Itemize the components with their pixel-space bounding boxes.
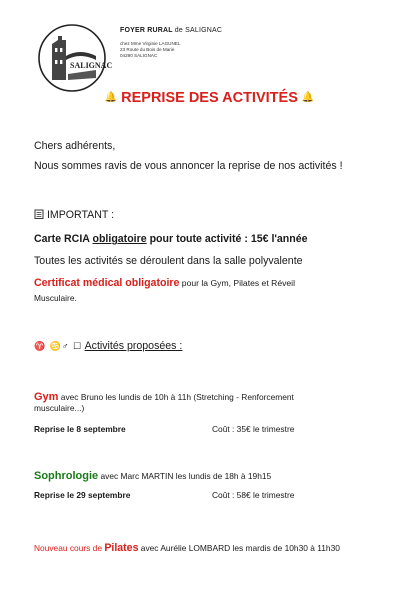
address-line: 04290 SALIGNAC <box>120 53 158 59</box>
activity-symbols-icon: ♈ ♋♂ ☐ <box>34 341 83 351</box>
certificate-text: pour la Gym, Pilates et Réveil <box>179 278 295 288</box>
sophro-desc: avec Marc MARTIN les lundis de 18h à 19h15 <box>98 471 272 481</box>
sophro-cost: Coût : 58€ le trimestre <box>212 490 295 500</box>
org-name <box>120 27 222 34</box>
org-address <box>120 41 180 60</box>
gym-desc-line2: musculaire...) <box>34 403 85 413</box>
gym-name: Gym <box>34 391 59 403</box>
logo <box>36 22 113 94</box>
sophro-name: Sophrologie <box>34 470 99 482</box>
address-line: 23 Route du Bois de Marie <box>120 47 175 53</box>
org-name-suffix: de SALIGNAC <box>174 27 223 34</box>
notepad-icon <box>34 209 47 221</box>
pilates-prefix: Nouveau cours de <box>34 543 105 553</box>
greeting: Chers adhérents, <box>34 140 116 152</box>
intro-text: Nous sommes ravis de vous annoncer la reprise de nos activités ! <box>34 160 343 172</box>
sophro-resume: Reprise le 29 septembre <box>34 490 131 500</box>
activities-heading <box>34 340 182 352</box>
important-label: IMPORTANT : <box>46 209 115 221</box>
card-obligatoire: obligatoire <box>92 233 147 245</box>
address-line: chez Mme Virginie LAGUNEL <box>120 41 181 46</box>
bell-icon: 🔔 <box>301 92 315 103</box>
gym-resume: Reprise le 8 septembre <box>34 424 126 434</box>
org-name-main: FOYER RURAL <box>120 27 173 34</box>
pilates-line <box>34 538 340 556</box>
certificate-label: Certificat médical obligatoire <box>34 277 180 289</box>
activities-heading-text: Activités proposées : <box>84 340 183 352</box>
certificate-line2: Musculaire. <box>34 293 77 303</box>
gym-desc: avec Bruno les lundis de 10h à 11h (Stretching - Renforcement <box>58 392 294 402</box>
card-suffix: pour toute activité : 15€ l'année <box>146 233 308 245</box>
pilates-desc: avec Aurélie LOMBARD les mardis de 10h30 à 11h30 <box>138 543 340 553</box>
sophro-line <box>34 466 271 484</box>
pilates-name: Pilates <box>104 542 139 554</box>
important-heading <box>34 209 114 221</box>
card-prefix: Carte RCIA <box>34 233 93 245</box>
rcia-card-line <box>34 233 308 245</box>
logo-lettering: SALIGNAC <box>70 61 113 70</box>
certificate-line <box>34 277 295 289</box>
gym-cost: Coût : 35€ le trimestre <box>212 424 295 434</box>
page-title <box>0 90 419 106</box>
title-text: REPRISE DES ACTIVITÉS <box>121 90 298 106</box>
location-line: Toutes les activités se déroulent dans la salle polyvalente <box>34 255 303 267</box>
bell-icon: 🔔 <box>104 92 118 103</box>
